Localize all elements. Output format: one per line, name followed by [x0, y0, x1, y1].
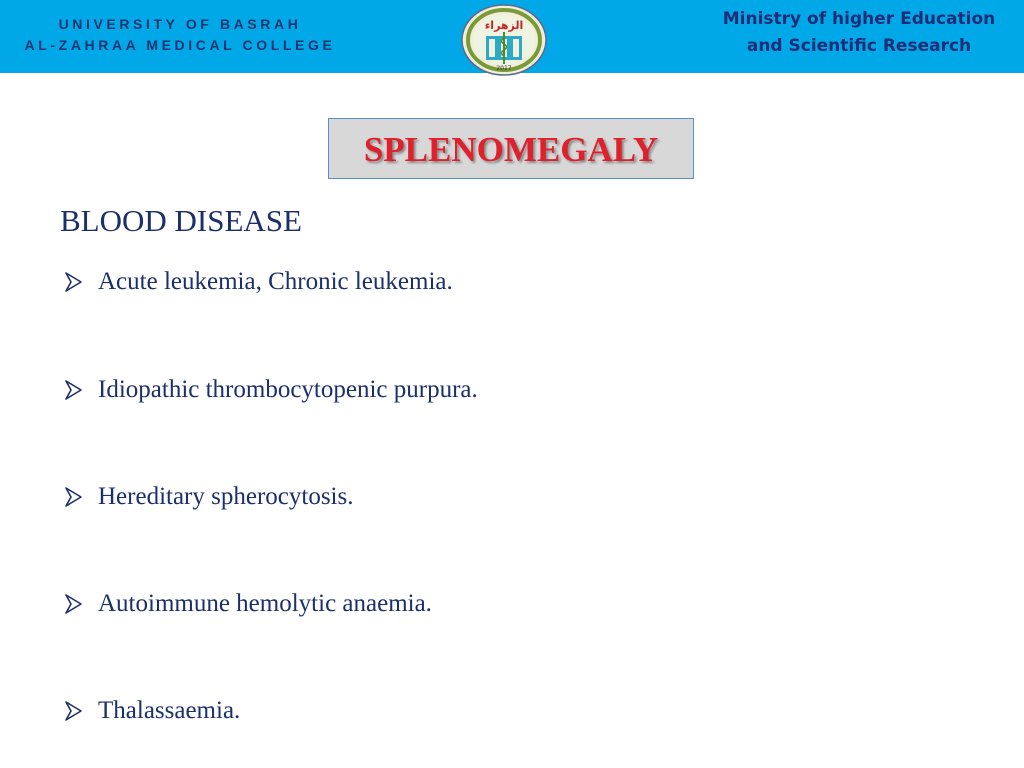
- list-item: [62, 590, 432, 618]
- list-item-text: Autoimmune hemolytic anaemia.: [98, 590, 432, 617]
- list-item: [62, 268, 453, 296]
- slide-title: SPLENOMEGALY: [328, 118, 694, 179]
- arrow-bullet-icon: [62, 486, 84, 508]
- list-item-text: Idiopathic thrombocytopenic purpura.: [98, 376, 478, 403]
- arrow-bullet-icon: [62, 271, 84, 293]
- arrow-bullet-icon: [62, 593, 84, 615]
- header-bar: [0, 0, 1024, 73]
- college-label: AL-ZAHRAA MEDICAL COLLEGE: [24, 37, 336, 53]
- list-item-text: Thalassaemia.: [98, 697, 241, 724]
- logo-text: الزهراء: [484, 19, 524, 32]
- arrow-bullet-icon: [62, 700, 84, 722]
- college-logo: [459, 2, 549, 76]
- logo-year: 2017: [496, 65, 512, 72]
- list-item: [62, 697, 240, 725]
- list-item: [62, 483, 353, 511]
- list-item-text: Hereditary spherocytosis.: [98, 483, 354, 510]
- arrow-bullet-icon: [62, 379, 84, 401]
- ministry-line-2: and Scientific Research: [746, 36, 972, 56]
- list-item: [62, 376, 478, 404]
- ministry-name: [700, 6, 1018, 60]
- university-name: [0, 14, 360, 56]
- university-label: UNIVERSITY OF BASRAH: [58, 16, 302, 32]
- section-heading: BLOOD DISEASE: [60, 203, 302, 238]
- list-item-text: Acute leukemia, Chronic leukemia.: [98, 268, 453, 295]
- ministry-line-1: Ministry of higher Education: [722, 9, 996, 29]
